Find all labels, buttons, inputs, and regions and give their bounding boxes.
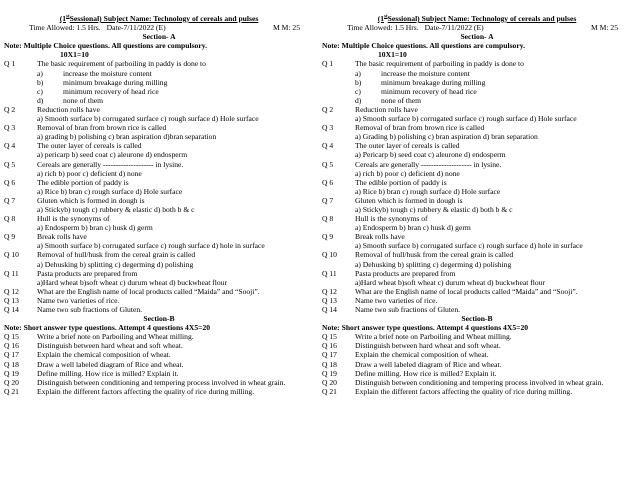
question-options: a) pericarp b) seed coat c) aleurone d) endosperm [37,150,188,160]
question-options: a) Smooth surface b) corrugated surface c) rough surface d) hole in surface [37,241,265,251]
question-number: Q 11 [4,268,19,278]
question-text: Name two varieties of rice. [355,295,438,305]
exam-date: Date-7/11/2022 (E) [424,23,484,33]
question-18 [322,360,632,369]
question-number: Q 8 [322,214,334,224]
question-number: Q 21 [322,386,337,396]
question-text: Distinguish between conditioning and tempering process involved in wheat grain. [355,377,604,387]
question-number: Q 2 [4,104,16,114]
question-number: Q 10 [322,250,337,260]
option-letter: b) [37,77,44,87]
question-number: Q 8 [4,214,16,224]
question-text: Write a brief note on Parboiling and Wheat milling. [355,332,512,342]
question-4 [322,141,632,150]
question-5 [4,160,314,169]
question-text: Break rolls have [37,232,87,242]
question-options: a)Hard wheat b)soft wheat c) durum wheat d) buckwheat flour [37,277,227,287]
question-11 [4,269,314,278]
question-20 [4,378,314,387]
question-text: Removal of bran from brown rice is called [37,123,167,133]
option-text: minimum recovery of head rice [63,86,159,96]
section-a-heading: Section- A [142,32,176,42]
question-options: a) Grading b) polishing c) bran aspiration d) bran separation [355,132,538,142]
question-7 [4,196,314,205]
option-text: increase the moisture content [381,68,470,78]
section-a-heading: Section- A [460,32,494,42]
question-3 [322,123,632,132]
question-21 [4,387,314,396]
option-row [322,69,632,78]
question-2 [322,105,632,114]
question-number: Q 20 [322,377,337,387]
section-a-note: Note: Multiple Choice questions. All questions are compulsory. [322,41,525,51]
time-allowed: Time Allowed: 1.5 Hrs. [29,23,101,33]
question-options: a) rich b) poor c) deficient d) none [355,168,460,178]
question-text: Define milling. How rice is milled? Explain it. [355,368,497,378]
question-number: Q 12 [4,286,19,296]
question-number: Q 2 [322,104,334,114]
question-17 [322,350,632,359]
question-number: Q 16 [4,341,19,351]
option-row [4,87,314,96]
question-text: Draw a well labeled diagram of Rice and wheat. [355,359,502,369]
question-number: Q 4 [322,141,334,151]
question-number: Q 14 [322,305,337,314]
question-16 [322,341,632,350]
question-21 [322,387,632,396]
option-letter: b) [355,77,362,87]
question-options: a) rich b) poor c) deficient d) none [37,168,142,178]
question-number: Q 6 [322,177,334,187]
question-options: a) Rice b) bran c) rough surface d) Hole surface [355,186,501,196]
question-number: Q 1 [4,59,16,69]
question-options: a) Pericarp b) seed coat c) aleurone d) endosperm [355,150,506,160]
question-text: The basic requirement of parboiling in paddy is done to [355,59,524,69]
time-allowed: Time Allowed: 1.5 Hrs. [347,23,419,33]
question-text: Gluten which is formed in dough is [355,195,463,205]
section-a-marks: 10X1=10 [60,50,89,60]
section-a-marks: 10X1=10 [378,50,407,60]
question-6 [4,178,314,187]
question-8 [4,214,314,223]
option-row [4,96,314,105]
question-number: Q 11 [322,268,337,278]
option-text: none of them [63,95,104,105]
question-options: a)Hard wheat b)soft wheat c) durum wheat d) buckwheat flour [355,277,545,287]
question-options: a) Stickyb) tough c) rubbery & elastic d) both b & c [355,204,513,214]
question-number: Q 3 [4,123,16,133]
question-text: Removal of hull/husk from the cereal grain is called [355,250,514,260]
question-text: Removal of hull/husk from the cereal grain is called [37,250,196,260]
question-options: a) Endosperm b) bran c) husk d) germ [37,223,153,233]
question-number: Q 21 [4,386,19,396]
question-text: Name two varieties of rice. [37,295,120,305]
question-14 [322,305,632,314]
paper-meta [322,23,632,32]
question-text: Pasta products are prepared from [37,268,138,278]
question-text: Hull is the synonyms of [37,214,110,224]
option-row [322,78,632,87]
question-8 [322,214,632,223]
option-letter: a) [37,68,43,78]
option-row [322,87,632,96]
exam-paper-left [4,14,314,396]
question-text: The basic requirement of parboiling in paddy is done to [37,59,206,69]
section-a-note: Note: Multiple Choice questions. All questions are compulsory. [4,41,207,51]
question-text: Pasta products are prepared from [355,268,456,278]
question-3 [4,123,314,132]
question-number: Q 5 [4,159,16,169]
question-18 [4,360,314,369]
question-number: Q 13 [4,295,19,305]
question-number: Q 5 [322,159,334,169]
question-text: Write a brief note on Parboiling and Wheat milling. [37,332,194,342]
option-letter: c) [37,86,43,96]
exam-paper-right [322,14,632,396]
question-text: Explain the different factors affecting the quality of rice during milling. [37,386,255,396]
question-20 [322,378,632,387]
paper-title: (1stSessional) Subject Name: Technology of cereals and pulses [377,14,577,23]
question-1 [4,59,314,68]
question-number: Q 4 [4,141,16,151]
question-13 [322,296,632,305]
paper-meta [4,23,314,32]
section-b-note: Note: Short answer type questions. Attempt 4 questions 4X5=20 [4,323,211,333]
max-marks: M M: 25 [272,23,300,33]
question-text: Gluten which is formed in dough is [37,195,145,205]
question-text: Explain the different factors affecting the quality of rice during milling. [355,386,573,396]
question-number: Q 10 [4,250,19,260]
question-7 [322,196,632,205]
question-options: a) Smooth surface b) corrugated surface c) rough surface d) Hole surface [37,114,259,124]
question-text: Reduction rolls have [37,104,100,114]
question-text: What are the English name of local products called “Maida” and “Sooji”. [37,286,260,296]
question-options: a) grading b) polishing c) bran aspiration d)bran separation [37,132,217,142]
question-options: a) Smooth surface b) corrugated surface c) rough surface d) Hole surface [355,114,577,124]
question-number: Q 3 [322,123,334,133]
question-number: Q 6 [4,177,16,187]
question-text: Distinguish between conditioning and tempering process involved in wheat grain. [37,377,286,387]
question-1 [322,59,632,68]
question-number: Q 12 [322,286,337,296]
question-4 [4,141,314,150]
question-text: Break rolls have [355,232,405,242]
question-12 [4,287,314,296]
paper-title: (1stSessional) Subject Name: Technology of cereals and pulses [59,14,259,23]
question-text: The edible portion of paddy is [355,177,447,187]
option-row [4,69,314,78]
question-number: Q 9 [322,232,334,242]
question-16 [4,341,314,350]
question-number: Q 19 [4,368,19,378]
question-text: Hull is the synonyms of [355,214,428,224]
question-9 [4,232,314,241]
question-10 [322,250,632,259]
option-text: minimum breakage during milling [63,77,168,87]
question-15 [322,332,632,341]
question-number: Q 15 [4,332,19,342]
option-text: minimum recovery of head rice [381,86,477,96]
question-number: Q 1 [322,59,334,69]
question-12 [322,287,632,296]
question-19 [322,369,632,378]
question-text: The outer layer of cereals is called [37,141,142,151]
question-text: Explain the chemical composition of wheat. [355,350,489,360]
question-options: a) Rice b) bran c) rough surface d) Hole surface [37,186,183,196]
question-19 [4,369,314,378]
question-number: Q 15 [322,332,337,342]
option-row [4,78,314,87]
question-10 [4,250,314,259]
section-b-heading: Section-B [143,314,175,324]
question-9 [322,232,632,241]
question-text: Name two sub fractions of Gluten. [37,305,143,314]
option-letter: a) [355,68,361,78]
question-text: Reduction rolls have [355,104,418,114]
section-b-note: Note: Short answer type questions. Attempt 4 questions 4X5=20 [322,323,529,333]
option-row [322,96,632,105]
exam-date: Date-7/11/2022 (E) [106,23,166,33]
option-text: increase the moisture content [63,68,152,78]
max-marks: M M: 25 [590,23,618,33]
question-text: Cereals are generally -------------------- in lysine. [355,159,502,169]
question-number: Q 17 [322,350,337,360]
question-text: Distinguish between hard wheat and soft wheat. [37,341,183,351]
section-b-heading: Section-B [461,314,493,324]
question-text: Cereals are generally -------------------- in lysine. [37,159,184,169]
option-text: none of them [381,95,422,105]
question-13 [4,296,314,305]
question-number: Q 13 [322,295,337,305]
question-5 [322,160,632,169]
option-letter: d) [37,95,44,105]
question-text: Name two sub fractions of Gluten. [355,305,461,314]
question-text: Explain the chemical composition of wheat. [37,350,171,360]
question-number: Q 19 [322,368,337,378]
question-options: a) Dehusking b) splitting c) degerming d) polishing [37,259,194,269]
question-text: Define milling. How rice is milled? Explain it. [37,368,179,378]
question-11 [322,269,632,278]
question-number: Q 18 [4,359,19,369]
question-text: Draw a well labeled diagram of Rice and wheat. [37,359,184,369]
question-number: Q 16 [322,341,337,351]
question-15 [4,332,314,341]
question-text: What are the English name of local products called “Maida” and “Sooji”. [355,286,578,296]
question-number: Q 7 [322,195,334,205]
question-number: Q 9 [4,232,16,242]
question-text: Distinguish between hard wheat and soft wheat. [355,341,501,351]
question-6 [322,178,632,187]
option-letter: d) [355,95,362,105]
question-17 [4,350,314,359]
question-text: Removal of bran from brown rice is called [355,123,485,133]
question-number: Q 14 [4,305,19,314]
question-text: The edible portion of paddy is [37,177,129,187]
question-text: The outer layer of cereals is called [355,141,460,151]
question-number: Q 18 [322,359,337,369]
question-options: a) Stickyb) tough c) rubbery & elastic d) both b & c [37,204,195,214]
question-2 [4,105,314,114]
question-14 [4,305,314,314]
option-text: minimum breakage during milling [381,77,486,87]
question-options: a) Smooth surface b) corrugated surface c) rough surface d) hole in surface [355,241,583,251]
option-letter: c) [355,86,361,96]
question-number: Q 17 [4,350,19,360]
question-options: a) Dehusking b) splitting c) degerming d) polishing [355,259,512,269]
question-number: Q 7 [4,195,16,205]
question-number: Q 20 [4,377,19,387]
question-options: a) Endosperm b) bran c) husk d) germ [355,223,471,233]
